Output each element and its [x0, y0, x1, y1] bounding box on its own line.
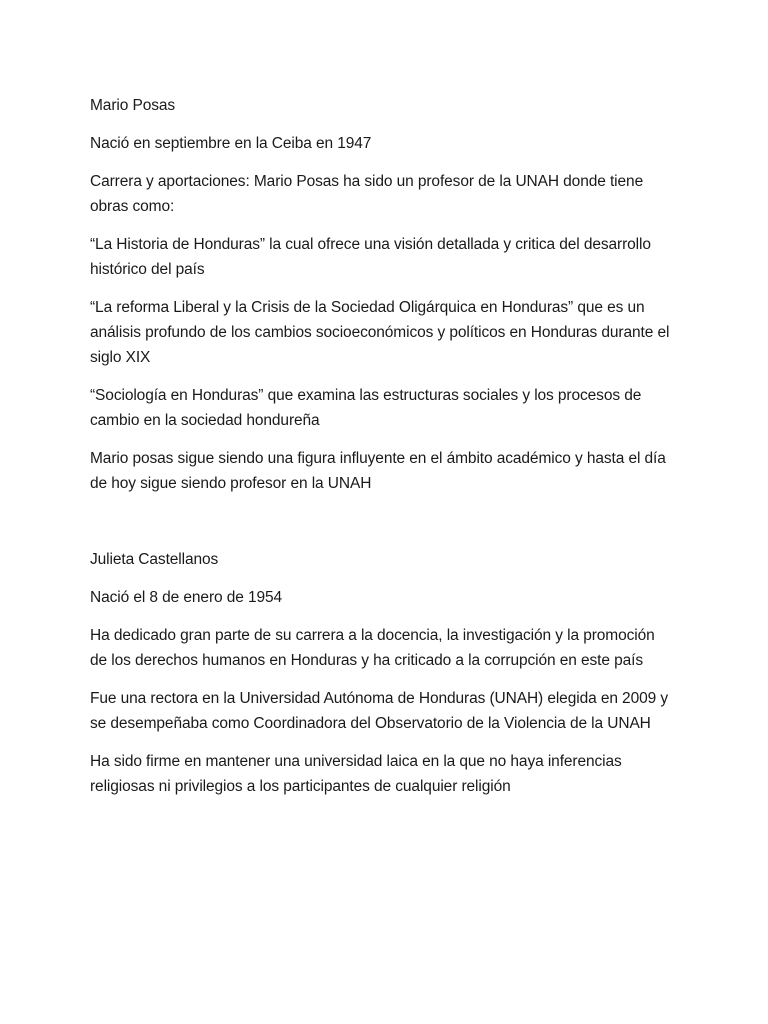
career-paragraph: Carrera y aportaciones: Mario Posas ha sido un profesor de la UNAH donde tiene obras como: [90, 173, 644, 215]
career-paragraph: Ha dedicado gran parte de su carrera a la docencia, la investigación y la promoción de los derechos humanos en Honduras y ha criticado a la corrupción en este país [90, 627, 655, 669]
birth-paragraph: Nació el 8 de enero de 1954 [90, 589, 283, 606]
section-mario-posas [90, 93, 675, 496]
person-name-heading: Julieta Castellanos [90, 551, 219, 568]
document-body [90, 93, 675, 812]
section-spacer [90, 509, 675, 547]
secular-paragraph: Ha sido firme en mantener una universidad laica en la que no haya inferencias religiosas ni privilegios a los participantes de cualquier religión [90, 753, 622, 795]
work-paragraph: “La Historia de Honduras” la cual ofrece una visión detallada y critica del desarrollo histórico del país [90, 236, 651, 278]
person-name-heading: Mario Posas [90, 97, 176, 114]
section-julieta-castellanos [90, 547, 675, 799]
work-paragraph: “La reforma Liberal y la Crisis de la Sociedad Oligárquica en Honduras” que es un análisis profundo de los cambios socioeconómicos y políticos en Honduras durante el siglo XIX [90, 299, 670, 366]
closing-paragraph: Mario posas sigue siendo una figura influyente en el ámbito académico y hasta el día de hoy sigue siendo profesor en la UNAH [90, 450, 666, 492]
rector-paragraph: Fue una rectora en la Universidad Autónoma de Honduras (UNAH) elegida en 2009 y se desempeñaba como Coordinadora del Observatorio de la Violencia de la UNAH [90, 690, 668, 732]
work-paragraph: “Sociología en Honduras” que examina las estructuras sociales y los procesos de cambio en la sociedad hondureña [90, 387, 642, 429]
birth-paragraph: Nació en septiembre en la Ceiba en 1947 [90, 135, 372, 152]
